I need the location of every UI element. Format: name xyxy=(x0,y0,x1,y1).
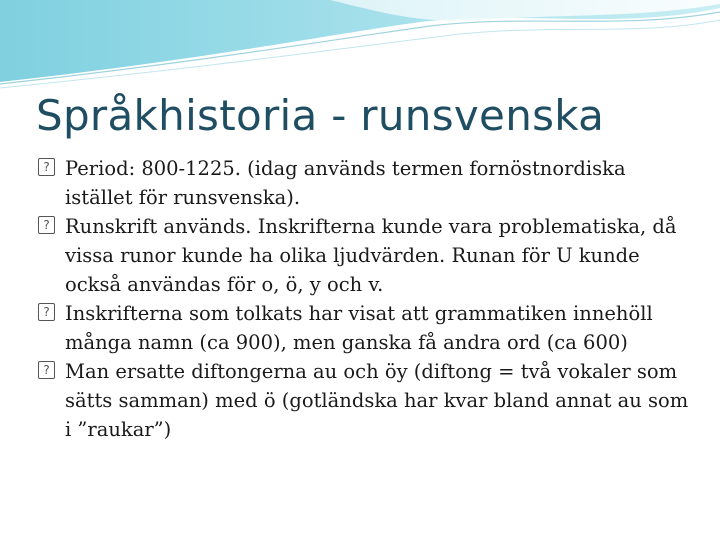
missing-glyph-icon: ? xyxy=(38,158,55,176)
bullet-item xyxy=(36,154,698,212)
decorative-wave-header xyxy=(0,0,720,90)
missing-glyph-icon: ? xyxy=(38,216,55,234)
bullet-item xyxy=(36,357,698,444)
bullet-list xyxy=(36,154,698,444)
slide-title: Språkhistoria - runsvenska xyxy=(36,91,605,140)
bullet-text: Period: 800-1225. (idag används termen fornöstnordiska istället för runsvenska). xyxy=(65,157,626,209)
bullet-item xyxy=(36,212,698,299)
bullet-text: Inskrifterna som tolkats har visat att grammatiken innehöll många namn (ca 900), men ganska få andra ord (ca 600) xyxy=(65,302,653,354)
bullet-item xyxy=(36,299,698,357)
missing-glyph-icon: ? xyxy=(38,361,55,379)
bullet-text: Runskrift används. Inskrifterna kunde vara problematiska, då vissa runor kunde ha olika ljudvärden. Runan för U kunde också användas för o, ö, y och v. xyxy=(65,215,677,296)
bullet-text: Man ersatte diftongerna au och öy (diftong = två vokaler som sätts samman) med ö (gotländska har kvar bland annat au som i ”raukar”) xyxy=(65,360,689,441)
missing-glyph-icon: ? xyxy=(38,303,55,321)
